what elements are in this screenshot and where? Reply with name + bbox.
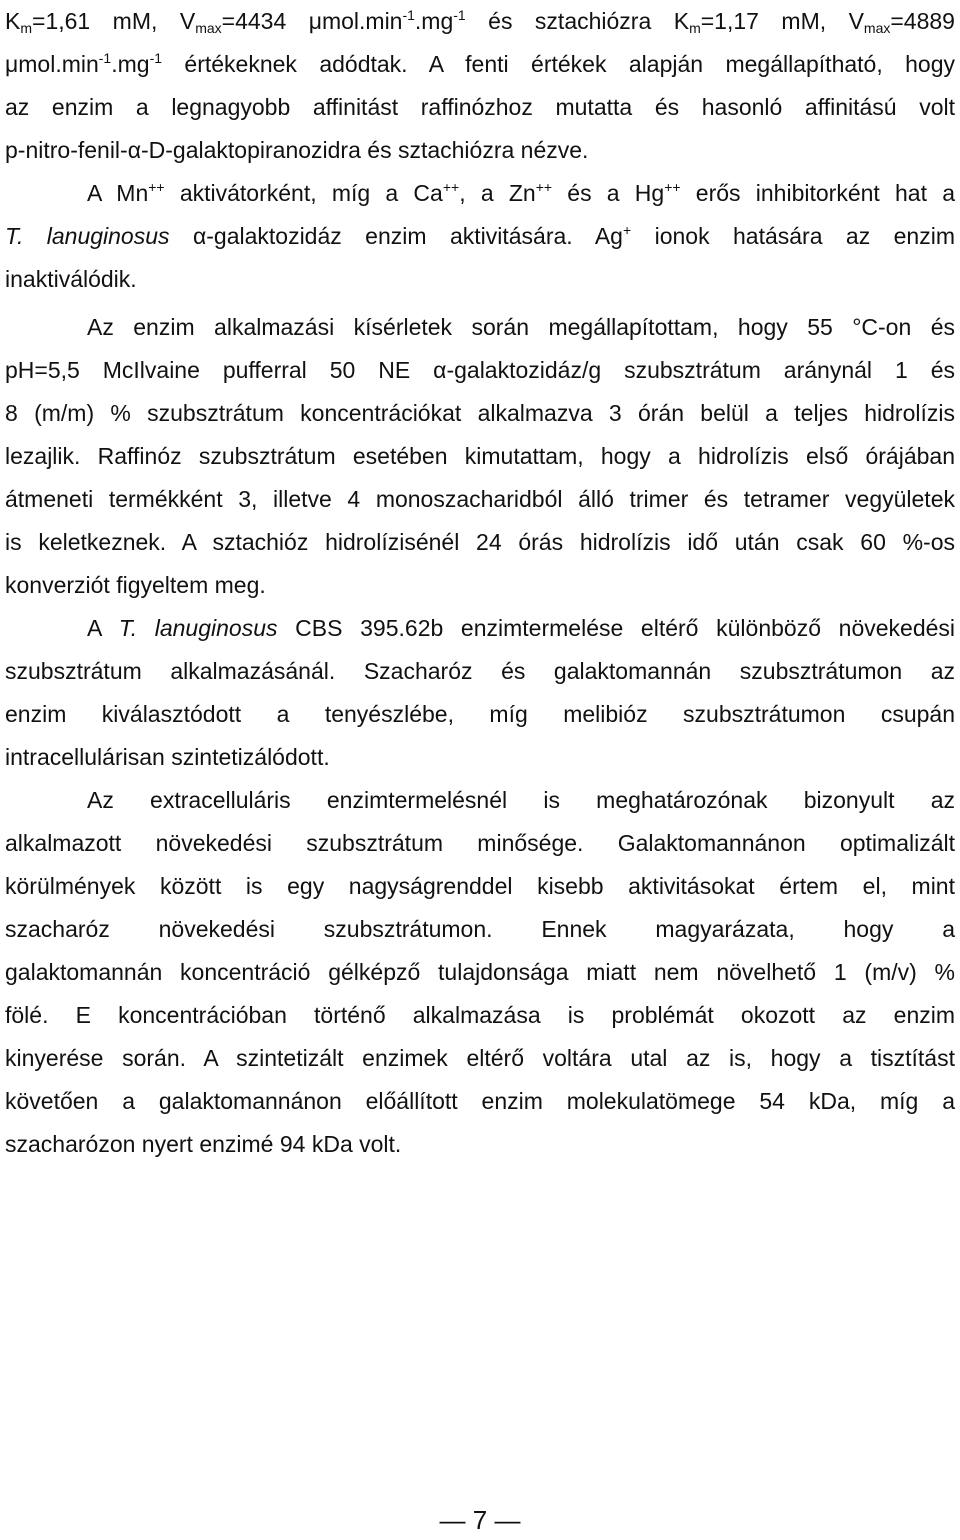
text-line: pH=5,5 McIlvaine pufferral 50 NE α-galaktozidáz/g szubsztrátum aránynál 1 és: [5, 357, 955, 383]
text-line: lezajlik. Raffinóz szubsztrátum esetében kimutattam, hogy a hidrolízis első órájában: [5, 443, 955, 469]
page-number: — 7 —: [439, 1505, 521, 1535]
text-line: szacharóz növekedési szubsztrátumon. Ennek magyarázata, hogy a: [5, 916, 955, 942]
text-line: szubsztrátum alkalmazásánál. Szacharóz és galaktomannán szubsztrátumon az: [5, 658, 955, 684]
text-line: galaktomannán koncentráció gélképző tulajdonsága miatt nem növelhető 1 (m/v) %: [5, 959, 955, 985]
text-line: szacharózon nyert enzimé 94 kDa volt.: [5, 1131, 402, 1157]
text-line: Az extracelluláris enzimtermelésnél is meghatározónak bizonyult az: [87, 787, 955, 813]
text-line: kinyerése során. A szintetizált enzimek eltérő voltára utal az is, hogy a tisztítást: [5, 1045, 955, 1071]
text-line: intracellulárisan szintetizálódott.: [5, 744, 330, 770]
text-line: is keletkeznek. A sztachióz hidrolízisénél 24 órás hidrolízis idő után csak 60 %-os: [5, 529, 955, 555]
text-line: átmeneti termékként 3, illetve 4 monoszacharidból álló trimer és tetramer vegyületek: [5, 486, 955, 512]
text-line: $\mu mol.\min^{-1}.mg^{-1}$ értékeknek adódtak. A fenti értékek alapján megállapítható, hogy: [5, 50, 955, 77]
text-line: körülmények között is egy nagyságrenddel kisebb aktivitásokat értem el, mint: [5, 873, 955, 899]
text-line: konverziót figyeltem meg.: [5, 572, 266, 598]
text-line: p-nitro-fenil-α-D-galaktopiranozidra és sztachiózra nézve.: [5, 137, 589, 163]
text-line: Az enzim alkalmazási kísérletek során megállapítottam, hogy 55 °C-on és: [87, 314, 955, 340]
text-line: T. lanuginosus α-galaktozidáz enzim aktivitására. Ag+ ionok hatására az enzim: [5, 222, 955, 249]
text-line: az enzim a legnagyobb affinitást raffinózhoz mutatta és hasonló affinitású volt: [5, 94, 955, 120]
text-line: $K_m=1,61$ mM, $V_{max}=4434$ $\mu mol.\min^{-1}.mg^{-1}$ és sztachiózra $K_m=1,17$ mM, $V_{max}=4889$: [5, 7, 955, 36]
text-line: A T. lanuginosus CBS 395.62b enzimtermelése eltérő különböző növekedési: [87, 615, 956, 641]
text-line: 8 (m/m) % szubsztrátum koncentrációkat alkalmazva 3 órán belül a teljes hidrolízis: [5, 400, 955, 426]
text-line: inaktiválódik.: [5, 266, 137, 292]
text-line: fölé. E koncentrációban történő alkalmazása is problémát okozott az enzim: [5, 1002, 955, 1028]
text-line: alkalmazott növekedési szubsztrátum minősége. Galaktomannánon optimalizált: [5, 830, 955, 856]
text-line: követően a galaktomannánon előállított enzim molekulatömege 54 kDa, míg a: [5, 1088, 955, 1114]
text-line: enzim kiválasztódott a tenyészlébe, míg melibióz szubsztrátumon csupán: [5, 701, 955, 727]
text-line: A Mn++ aktivátorként, míg a Ca++, a Zn++ és a Hg++ erős inhibitorként hat a: [87, 179, 956, 206]
